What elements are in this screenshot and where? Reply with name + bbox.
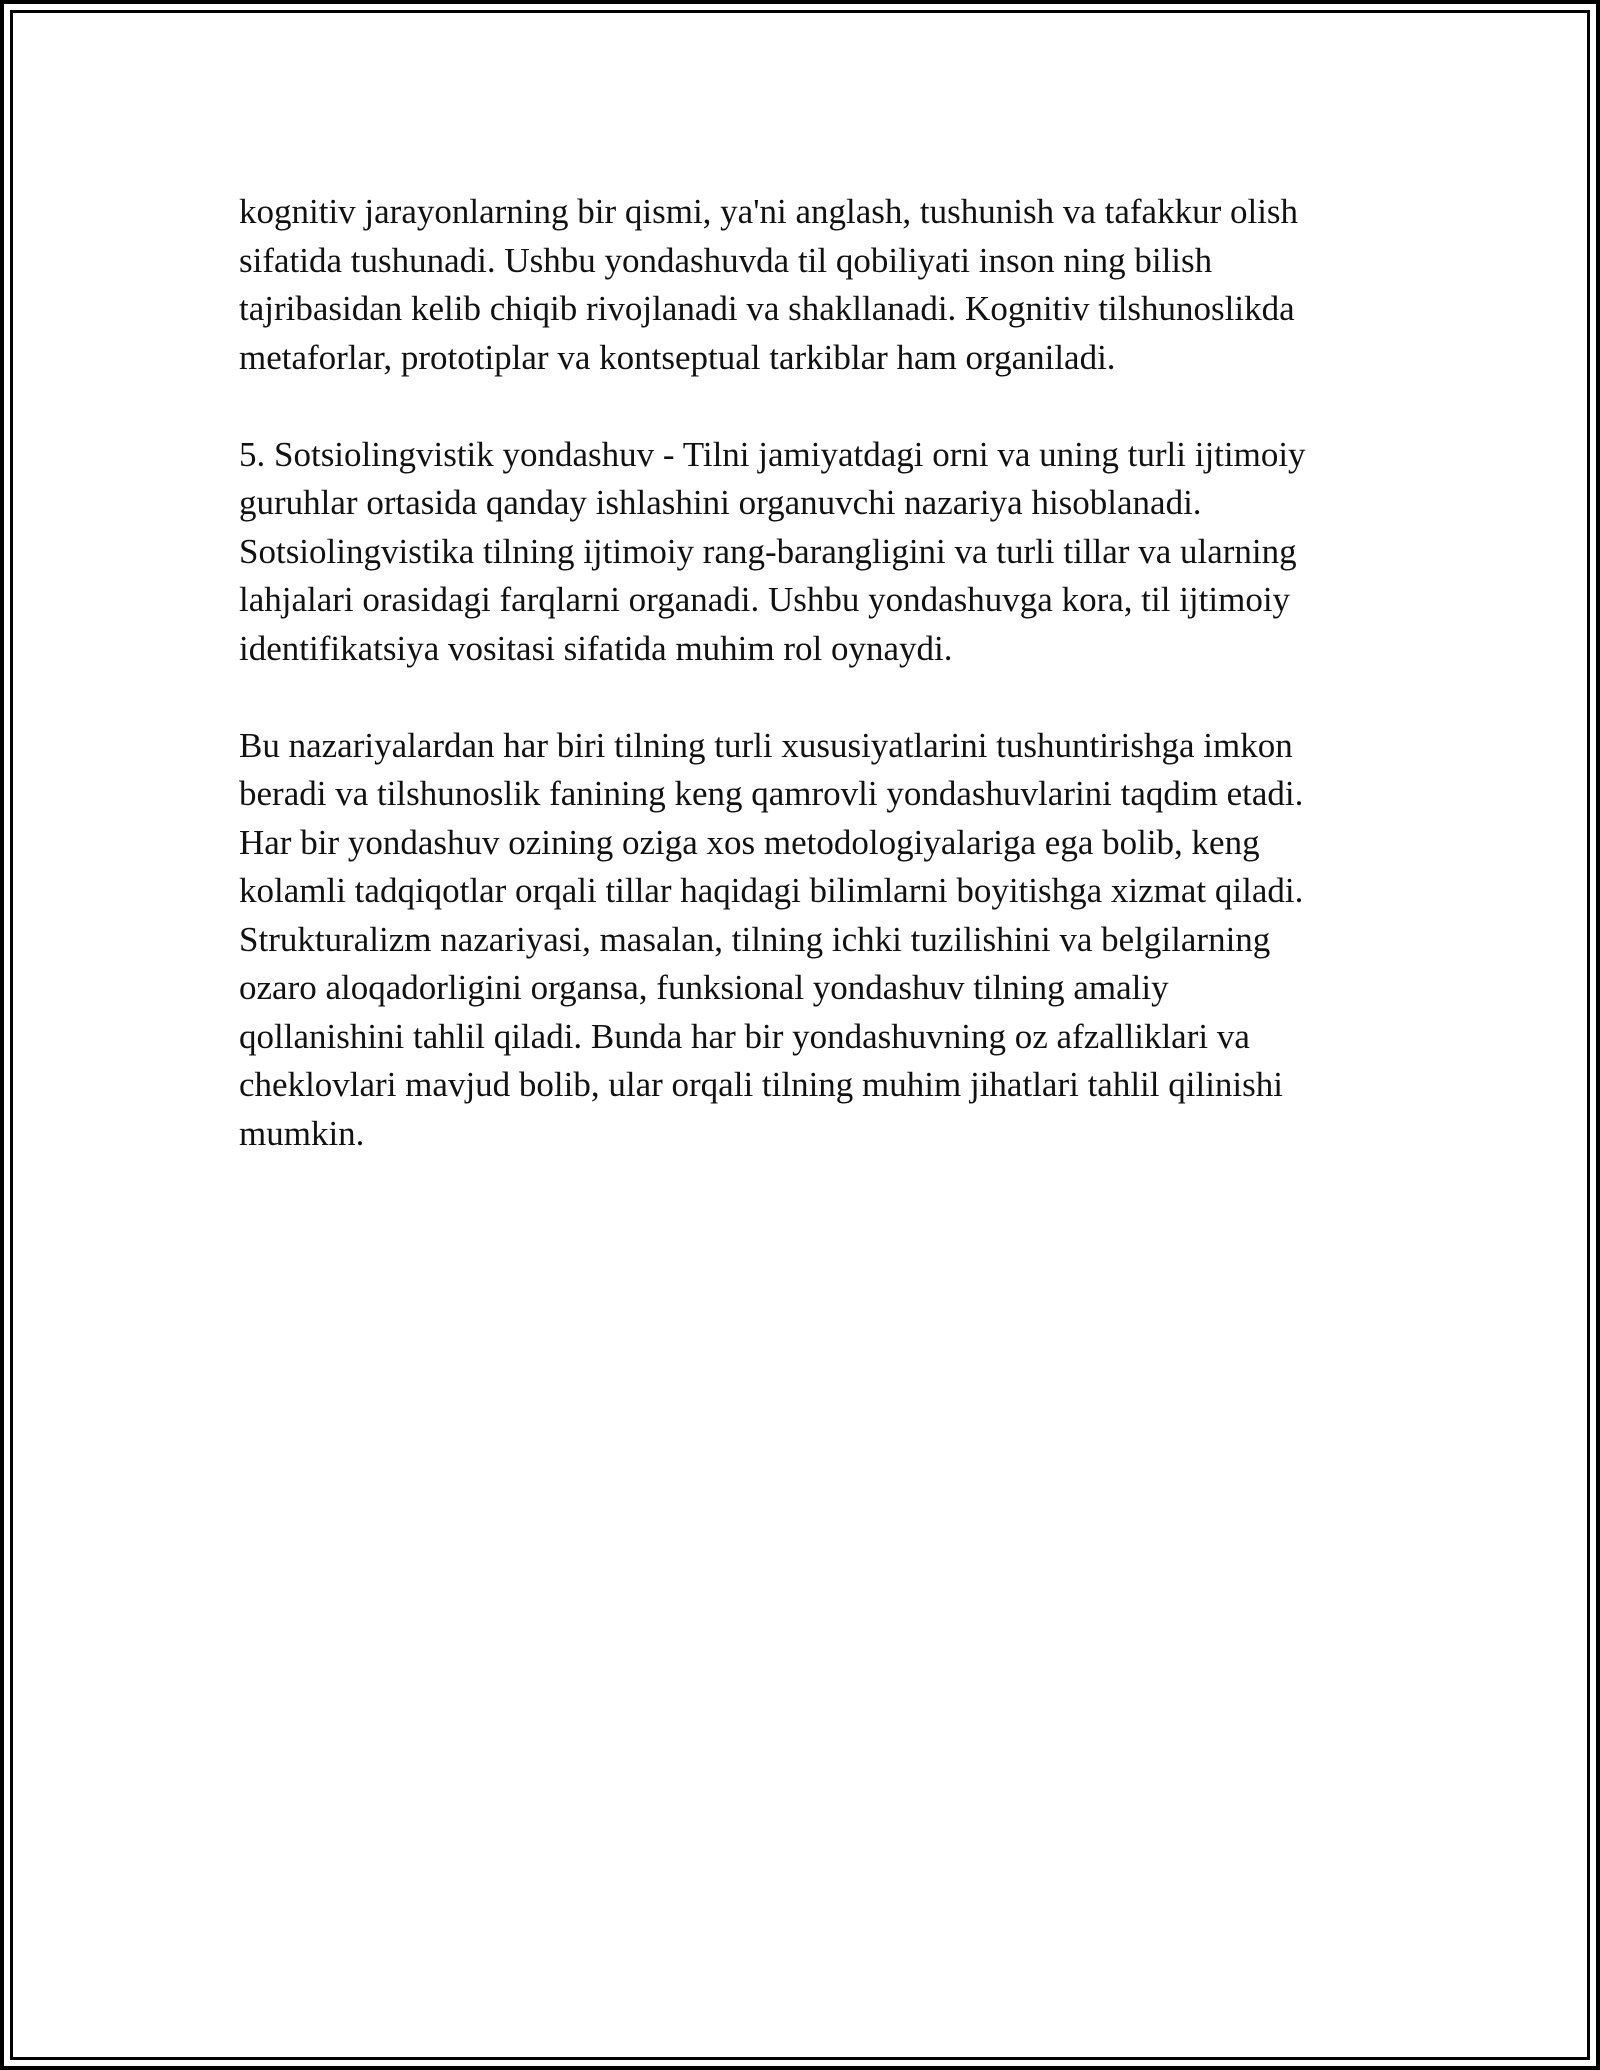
- document-body: [239, 188, 1389, 1207]
- paragraph-kognitiv: kognitiv jarayonlarning bir qismi, ya'ni anglash, tushunish va tafakkur olish sifatida tushunadi. Ushbu yondashuvda til qobiliyati inson ning bilish tajribasidan kelib chiqib rivojlanadi va shakllanadi. Kognitiv tilshunoslikda metaforlar, prototiplar va kontseptual tarkiblar ham organiladi.: [239, 192, 1299, 377]
- paragraph-conclusion: Bu nazariyalardan har biri tilning turli xususiyatlarini tushuntirishga imkon beradi va tilshunoslik fanining keng qamrovli yondashuvlarini taqdim etadi. Har bir yondashuv ozining oziga xos metodologiyalariga ega bolib, keng kolamli tadqiqotlar orqali tillar haqidagi bilimlarni boyitishga xizmat qiladi. Strukturalizm nazariyasi, masalan, tilning ichki tuzilishini va belgilarning ozaro aloqadorligini organsa, funksional yondashuv tilning amaliy qollanishini tahlil qiladi. Bunda har bir yondashuvning oz afzalliklari va cheklovlari mavjud bolib, ular orqali tilning muhim jihatlari tahlil qilinishi mumkin.: [239, 725, 1304, 1153]
- paragraph-sotsiolingvistik: 5. Sotsiolingvistik yondashuv - Tilni jamiyatdagi orni va uning turli ijtimoiy guruhlar ortasida qanday ishlashini organuvchi nazariya hisoblanadi. Sotsiolingvistika tilning ijtimoiy rang-barangligini va turli tillar va ularning lahjalari orasidagi farqlarni organadi. Ushbu yondashuvga kora, til ijtimoiy identifikatsiya vositasi sifatida muhim rol oynaydi.: [239, 434, 1306, 668]
